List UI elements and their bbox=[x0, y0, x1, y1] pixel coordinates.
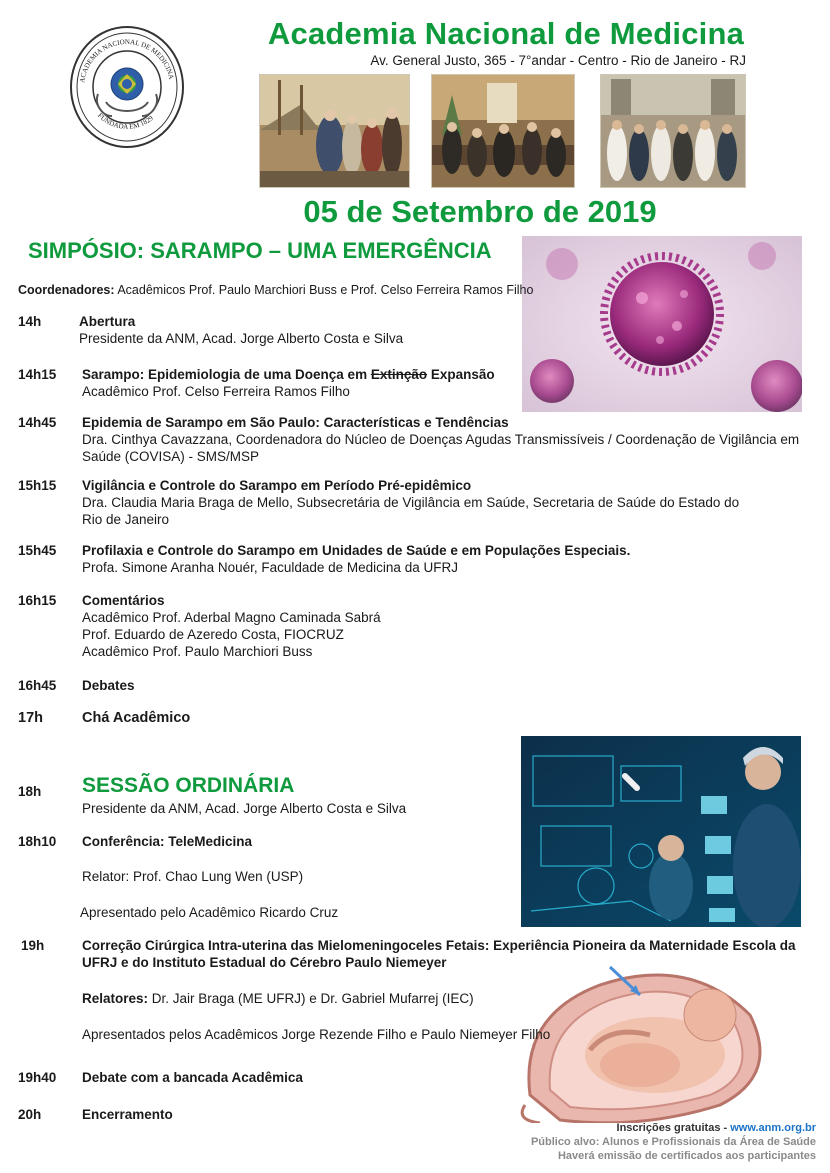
schedule-detail: Apresentado pelo Acadêmico Ricardo Cruz bbox=[80, 905, 339, 920]
schedule-time: 14h bbox=[18, 314, 42, 329]
schedule-item-14h15 bbox=[18, 366, 818, 402]
academy-seal-logo bbox=[68, 24, 186, 150]
schedule-detail: Presidente da ANM, Acad. Jorge Alberto Costa e Silva bbox=[82, 801, 407, 816]
schedule-item-19h bbox=[18, 937, 818, 1047]
schedule-time: 15h45 bbox=[18, 543, 57, 558]
schedule-detail: Acadêmico Prof. Aderbal Magno Caminada Sabrá bbox=[82, 610, 381, 625]
coordinators-line bbox=[18, 283, 533, 297]
relatores-line bbox=[82, 990, 474, 1007]
target-audience-line: Público alvo: Alunos e Profissionais da Área de Saúde bbox=[530, 1136, 816, 1148]
symposium-title: SIMPÓSIO: SARAMPO – UMA EMERGÊNCIA bbox=[28, 238, 492, 263]
schedule-title: Encerramento bbox=[82, 1107, 173, 1122]
schedule-item-15h45 bbox=[18, 542, 818, 578]
footer-info bbox=[531, 1121, 816, 1163]
schedule-time: 19h bbox=[21, 938, 45, 953]
schedule-time: 18h10 bbox=[18, 834, 57, 849]
schedule-item-14h45 bbox=[18, 414, 818, 468]
schedule-title: Debates bbox=[82, 678, 135, 693]
coordinators-label: Coordenadores: bbox=[18, 283, 115, 297]
coordinators-names: Acadêmicos Prof. Paulo Marchiori Buss e Prof. Celso Ferreira Ramos Filho bbox=[117, 283, 534, 297]
session-title: SESSÃO ORDINÁRIA bbox=[82, 774, 295, 797]
schedule-detail: Dra. Cinthya Cavazzana, Coordenadora do Núcleo de Doenças Agudas Transmissíveis / Coordenação de Vigilância em bbox=[82, 432, 800, 447]
relatores-label: Relatores: bbox=[82, 991, 149, 1006]
schedule-title: Profilaxia e Controle do Sarampo em Unidades de Saúde e em Populações Especiais. bbox=[82, 543, 631, 558]
organization-name: Academia Nacional de Medicina bbox=[267, 16, 745, 51]
schedule-detail: Dra. Claudia Maria Braga de Mello, Subsecretária de Vigilância em Saúde, Secretaria de Saúde do Estado do bbox=[82, 495, 740, 510]
website-link[interactable]: www.anm.org.br bbox=[730, 1122, 816, 1134]
schedule-time: 16h15 bbox=[18, 593, 57, 608]
schedule-detail: Saúde (COVISA) - SMS/MSP bbox=[82, 449, 260, 464]
historical-painting-doctors-image bbox=[600, 74, 746, 188]
historical-painting-assembly-image bbox=[431, 74, 575, 188]
schedule-item-17h bbox=[18, 710, 818, 730]
registration-line: Inscrições gratuitas - www.anm.org.br bbox=[616, 1122, 816, 1134]
relatores-names: Dr. Jair Braga (ME UFRJ) e Dr. Gabriel Mufarrej (IEC) bbox=[148, 991, 474, 1006]
schedule-item-16h45 bbox=[18, 677, 818, 695]
schedule-time: 17h bbox=[18, 710, 43, 726]
schedule-detail: Acadêmico Prof. Celso Ferreira Ramos Filho bbox=[82, 384, 350, 399]
schedule-title: Correção Cirúrgica Intra-uterina das Mielomeningoceles Fetais: Experiência Pioneira da Maternidade Escola da UFRJ e do Instituto Estadual do Cérebro Paulo Niemeyer bbox=[82, 938, 796, 970]
schedule-item-18h bbox=[18, 774, 818, 818]
schedule-title: Epidemia de Sarampo em São Paulo: Características e Tendências bbox=[82, 415, 509, 430]
schedule-item-18h10 bbox=[18, 833, 818, 923]
svg-text:ACADEMIA NACIONAL DE MEDICINA: ACADEMIA NACIONAL DE MEDICINA bbox=[78, 37, 176, 84]
schedule-time: 14h45 bbox=[18, 415, 57, 430]
schedule-detail: Prof. Eduardo de Azeredo Costa, FIOCRUZ bbox=[82, 627, 344, 642]
schedule-title: Abertura bbox=[79, 314, 136, 329]
schedule-title: Debate com a bancada Acadêmica bbox=[82, 1070, 303, 1085]
organization-address: Av. General Justo, 365 - 7°andar - Centro - Rio de Janeiro - RJ bbox=[370, 53, 746, 68]
svg-text:FUNDADA EM 1829: FUNDADA EM 1829 bbox=[96, 111, 155, 131]
schedule-item-16h15 bbox=[18, 592, 818, 664]
schedule-detail: Profa. Simone Aranha Nouér, Faculdade de Medicina da UFRJ bbox=[82, 560, 458, 575]
schedule-detail: Relator: Prof. Chao Lung Wen (USP) bbox=[82, 869, 304, 884]
schedule-item-15h15 bbox=[18, 477, 818, 531]
struck-word: Extinção bbox=[370, 367, 428, 382]
schedule-title: Conferência: TeleMedicina bbox=[82, 834, 253, 849]
event-date: 05 de Setembro de 2019 bbox=[303, 194, 657, 229]
schedule-time: 20h bbox=[18, 1107, 42, 1122]
schedule-time: 18h bbox=[18, 784, 42, 799]
schedule-title: Chá Acadêmico bbox=[82, 710, 191, 726]
schedule-time: 16h45 bbox=[18, 678, 57, 693]
schedule-item-19h40 bbox=[18, 1069, 818, 1087]
schedule-time: 15h15 bbox=[18, 478, 57, 493]
certificate-line: Haverá emissão de certificados aos participantes bbox=[557, 1150, 816, 1162]
schedule-detail: Rio de Janeiro bbox=[82, 512, 170, 527]
schedule-time: 19h40 bbox=[18, 1070, 57, 1085]
schedule-title: Comentários bbox=[82, 593, 165, 608]
schedule-title: Sarampo: Epidemiologia de uma Doença em Extinção Expansão bbox=[82, 367, 495, 382]
schedule-detail: Presidente da ANM, Acad. Jorge Alberto Costa e Silva bbox=[79, 331, 404, 346]
schedule-detail: Apresentados pelos Acadêmicos Jorge Rezende Filho e Paulo Niemeyer Filho bbox=[82, 1027, 551, 1042]
schedule-title: Vigilância e Controle do Sarampo em Período Pré-epidêmico bbox=[82, 478, 472, 493]
historical-painting-harbor-image bbox=[259, 74, 410, 188]
schedule-detail: Acadêmico Prof. Paulo Marchiori Buss bbox=[82, 644, 313, 659]
schedule-item-14h bbox=[18, 313, 818, 349]
schedule-time: 14h15 bbox=[18, 367, 57, 382]
